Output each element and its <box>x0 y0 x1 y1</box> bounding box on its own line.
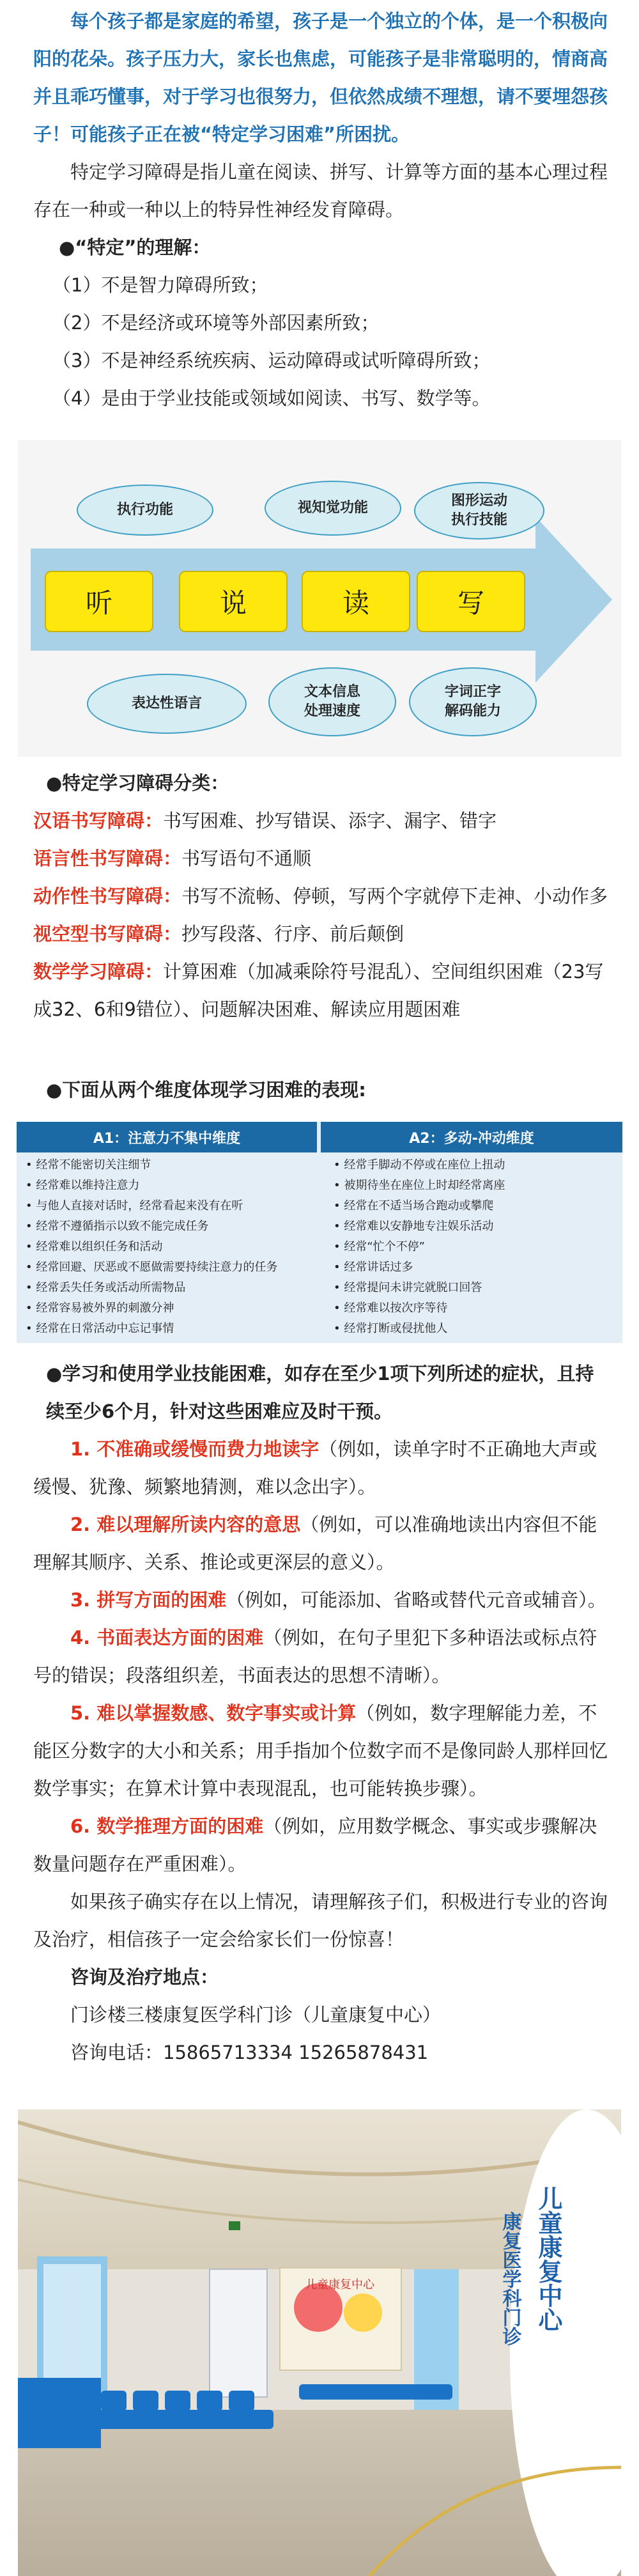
a2-item: • 经常难以安静地专注娱乐活动 <box>334 1216 615 1237</box>
pillar-text: 儿童康复中心 <box>534 2186 562 2332</box>
contact-phone: 咨询电话：15865713334 15265878431 <box>70 2042 429 2063</box>
types-heading: ●特定学习障碍分类： <box>46 772 229 794</box>
criteria-label: 3. 拼写方面的困难 <box>70 1589 227 1611</box>
a1-list <box>26 1155 314 1339</box>
symptom-table <box>17 1122 622 1343</box>
diagram-top-3: 图形运动 执行技能 <box>414 482 544 539</box>
contact-heading: 咨询及治疗地点： <box>70 1966 219 1988</box>
a2-item: • 经常提问未讲完就脱口回答 <box>334 1278 615 1298</box>
a2-list <box>334 1155 615 1339</box>
wall-sign-text: 儿童康复中心 <box>305 2278 374 2292</box>
type-name: 数学学习障碍： <box>33 961 164 982</box>
dimensions-heading: ●下面从两个维度体现学习困难的表现: <box>46 1079 366 1101</box>
diagram-top-1: 执行功能 <box>77 485 213 536</box>
criteria-desc: （例如，在句子里犯下多种语法或标点符号的错误；段落组织差，书面表达的思想不清晰）。 <box>33 1627 597 1686</box>
skill-read: 读 <box>302 571 410 632</box>
type-desc: 书写语句不通顺 <box>181 848 312 869</box>
definition-paragraph: 特定学习障碍是指儿童在阅读、拼写、计算等方面的基本心理过程存在一种或一种以上的特异性神经发育障碍。 <box>33 161 608 221</box>
a1-item: • 经常难以组织任务和活动 <box>26 1237 314 1257</box>
criteria-item <box>33 1619 612 1695</box>
a2-title: A2：多动-冲动维度 <box>321 1122 622 1152</box>
a1-item: • 经常容易被外界的刺激分神 <box>26 1298 314 1319</box>
type-name: 视空型书写障碍： <box>33 923 182 945</box>
criteria-desc: （例如，应用数学概念、事实或步骤解决数量问题存在严重困难）。 <box>33 1815 597 1875</box>
criteria-section <box>33 1355 612 2072</box>
type-item <box>33 915 612 953</box>
criteria-label: 1. 不准确或缓慢而费力地读字 <box>70 1438 320 1460</box>
diagram-bottom-2: 文本信息 处理速度 <box>268 667 396 736</box>
criteria-item <box>33 1695 612 1808</box>
criteria-lead: ●学习和使用学业技能困难，如存在至少1项下列所述的症状，且持续至少6个月，针对这些困难应及时干预。 <box>46 1363 594 1422</box>
type-name: 语言性书写障碍： <box>33 848 182 869</box>
a2-item: • 经常打断或侵扰他人 <box>334 1319 615 1339</box>
criteria-label: 2. 难以理解所读内容的意思 <box>70 1514 301 1535</box>
criteria-item <box>33 1808 612 1883</box>
criteria-item <box>33 1506 612 1581</box>
diagram-top-2: 视知觉功能 <box>265 481 401 536</box>
a1-title: A1：注意力不集中维度 <box>17 1122 317 1152</box>
a1-item: • 与他人直接对话时，经常看起来没有在听 <box>26 1196 314 1216</box>
criteria-desc: （例如，数字理解能力差，不能区分数字的大小和关系；用手指加个位数字而不是像同龄人那样回忆数学事实；在算术计算中表现混乱，也可能转换步骤）。 <box>33 1702 608 1799</box>
criteria-desc: （例如，可能添加、省略或替代元音或辅音）。 <box>226 1589 606 1611</box>
a1-item: • 经常丢失任务或活动所需物品 <box>26 1278 314 1298</box>
skill-speak: 说 <box>179 571 288 632</box>
a1-item: • 经常不遵循指示以致不能完成任务 <box>26 1216 314 1237</box>
diagram-bottom-3: 字词正字 解码能力 <box>409 667 537 736</box>
a1-item: • 经常在日常活动中忘记事情 <box>26 1319 314 1339</box>
criteria-item <box>33 1581 612 1619</box>
special-item-4: （4）是由于学业技能或领域如阅读、书写、数学等。 <box>52 387 491 409</box>
skill-listen: 听 <box>45 571 153 632</box>
type-item <box>33 802 612 840</box>
a1-item: • 经常回避、厌恶或不愿做需要持续注意力的任务 <box>26 1257 314 1278</box>
criteria-item <box>33 1431 612 1506</box>
skills-diagram <box>18 440 621 757</box>
type-desc: 书写困难、抄写错误、添字、漏字、错字 <box>163 810 497 832</box>
criteria-label: 4. 书面表达方面的困难 <box>70 1627 264 1649</box>
type-desc: 书写不流畅、停顿，写两个字就停下走神、小动作多 <box>181 885 608 907</box>
type-item <box>33 840 612 878</box>
criteria-label: 6. 数学推理方面的困难 <box>70 1815 264 1837</box>
type-name: 汉语书写障碍： <box>33 810 164 832</box>
pillar-text-2: 康复医学科门诊 <box>498 2212 521 2346</box>
type-item <box>33 878 612 915</box>
special-item-2: （2）不是经济或环境等外部因素所致； <box>52 312 380 334</box>
special-item-1: （1）不是智力障碍所致； <box>52 274 268 296</box>
criteria-label: 5. 难以掌握数感、数字事实或计算 <box>70 1702 357 1724</box>
a2-item: • 被期待坐在座位上时却经常离座 <box>334 1175 615 1196</box>
skill-write: 写 <box>417 571 525 632</box>
intro-paragraph: 每个孩子都是家庭的希望，孩子是一个独立的个体，是一个积极向阳的花朵。孩子压力大，家长也焦虑，可能孩子是非常聪明的，情商高并且乖巧懂事，对于学习也很努力，但依然成绩不理想，请不要埋怨孩子！可能孩子正在被“特定学习困难”所困扰。 <box>33 10 608 145</box>
special-section <box>33 229 612 417</box>
types-section <box>33 764 612 1028</box>
contact-location: 门诊楼三楼康复医学科门诊（儿童康复中心） <box>70 2004 442 2026</box>
type-desc: 抄写段落、行序、前后颠倒 <box>181 923 404 945</box>
a1-item: • 经常难以维持注意力 <box>26 1175 314 1196</box>
diagram-bottom-1: 表达性语言 <box>87 674 247 734</box>
clinic-photo-graphic <box>18 2109 621 2576</box>
a2-item: • 经常“忙个不停” <box>334 1237 615 1257</box>
criteria-desc: （例如，读单字时不正确地大声或缓慢、犹豫、频繁地猜测，难以念出字）。 <box>33 1438 597 1498</box>
a2-item: • 经常讲话过多 <box>334 1257 615 1278</box>
type-item <box>33 953 612 1028</box>
special-heading: ●“特定”的理解： <box>59 237 211 258</box>
a1-item: • 经常不能密切关注细节 <box>26 1155 314 1175</box>
a2-item: • 经常难以按次序等待 <box>334 1298 615 1319</box>
clinic-photo <box>18 2109 621 2576</box>
type-desc: 计算困难（加减乘除符号混乱）、空间组织困难（23写成32、6和9错位）、问题解决困难、解读应用题困难 <box>33 961 604 1020</box>
special-item-3: （3）不是神经系统疾病、运动障碍或试听障碍所致； <box>52 350 491 371</box>
a2-item: • 经常在不适当场合跑动或攀爬 <box>334 1196 615 1216</box>
a2-item: • 经常手脚动不停或在座位上扭动 <box>334 1155 615 1175</box>
closing-paragraph: 如果孩子确实存在以上情况，请理解孩子们，积极进行专业的咨询及治疗，相信孩子一定会给家长们一份惊喜！ <box>33 1891 608 1950</box>
criteria-desc: （例如，可以准确地读出内容但不能理解其顺序、关系、推论或更深层的意义）。 <box>33 1514 597 1573</box>
type-name: 动作性书写障碍： <box>33 885 182 907</box>
